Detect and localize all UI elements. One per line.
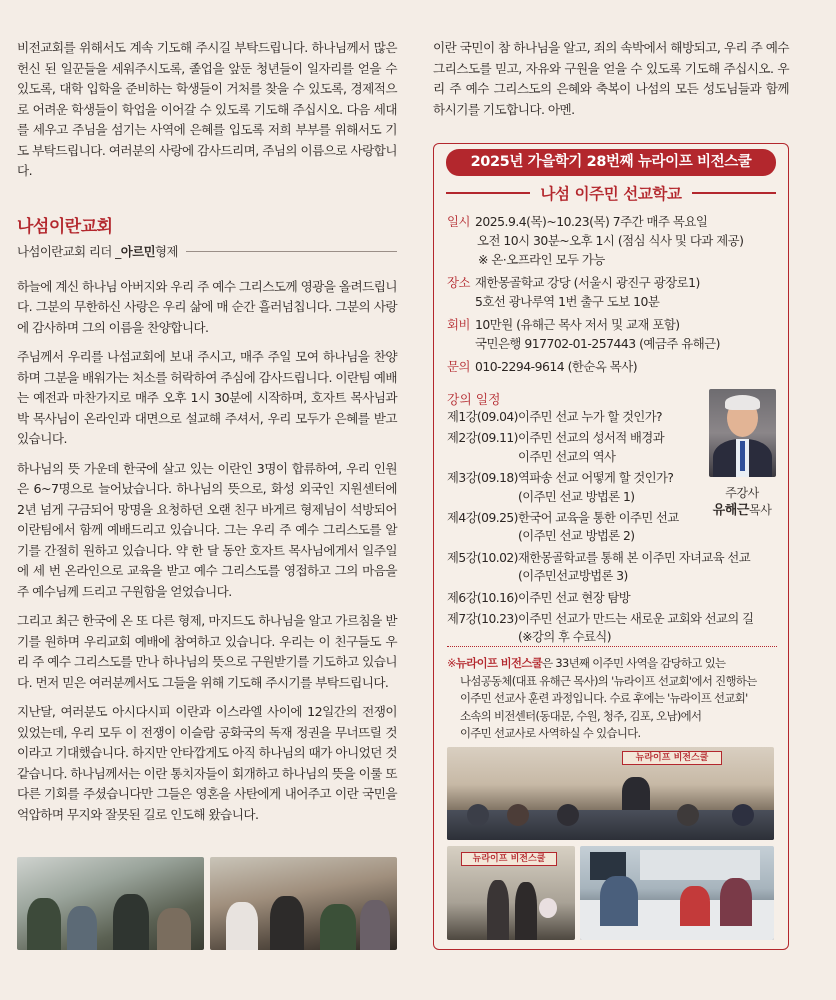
lecture-text: (※강의 후 수료식) — [518, 630, 611, 645]
info-label: 회비 — [447, 317, 470, 332]
photo-banner-1: 뉴라이프 비전스쿨 — [622, 751, 722, 765]
leader-name: 아르민 — [120, 243, 156, 259]
right-column — [433, 38, 789, 120]
leader-suffix: 형제 — [155, 243, 178, 259]
subtitle-line-left — [446, 192, 530, 194]
lecturer-portrait — [709, 389, 776, 477]
school-photo-3 — [580, 846, 774, 940]
lecture-text: (이주민선교방법론 3) — [518, 569, 628, 584]
lecture-text: 이주민 선교 현장 탐방 — [518, 590, 631, 605]
lecture-text: (이주민 선교 방법론 2) — [518, 529, 635, 544]
note-divider — [447, 646, 777, 647]
note-line: 이주민 선교사 훈련 과정입니다. 수료 후에는 '뉴라이프 선교회' — [460, 691, 748, 705]
note-mark: ※ — [447, 656, 456, 670]
lecture-text: 역파송 선교 어떻게 할 것인가? — [518, 471, 674, 486]
church-photo-1 — [17, 857, 204, 950]
note-line: 나섬공동체(대표 유해근 목사)의 '뉴라이프 선교회'에서 진행하는 — [460, 673, 757, 688]
lecture-number: 제2강(09.11) — [447, 431, 518, 446]
left-column — [17, 38, 397, 834]
lecturer-role: 주강사 — [725, 486, 759, 500]
lecture-text: 이주민 선교 누가 할 것인가? — [518, 410, 663, 424]
lecturer-name: 유해근 — [712, 503, 750, 518]
lecture-item — [447, 589, 787, 607]
lecture-text: 재한몽골학교를 통해 본 이주민 자녀교육 선교 — [518, 550, 751, 565]
leader-byline — [17, 243, 397, 261]
info-line: ※ 온·오프라인 모두 가능 — [478, 252, 605, 267]
school-subtitle: 나섬 이주민 선교학교 — [540, 185, 682, 203]
info-label: 장소 — [447, 275, 470, 290]
school-photo-1 — [447, 747, 774, 840]
prayer-closing: 이란 국민이 참 하나님을 알고, 죄의 속박에서 해방되고, 우리 주 예수 그리스도를 믿고, 자유와 구원을 얻을 수 있도록 기도해 주십시오. 우리 주 예수 그리스도의 은혜와 축복이 나섬의 모든 성도님들과 함께하시기를 기도합니다. 아멘. — [433, 40, 789, 117]
lecture-item — [447, 610, 787, 647]
school-info — [447, 212, 782, 380]
subtitle-line-right — [692, 192, 776, 194]
lecture-text: 한국어 교육을 통한 이주민 선교 — [518, 511, 679, 526]
info-label: 일시 — [447, 214, 470, 229]
lectures-title: 강의 일정 — [447, 393, 501, 408]
church-title: 나섬이란교회 — [17, 216, 113, 237]
note-line: 이주민 선교사로 사역하실 수 있습니다. — [460, 726, 641, 740]
church-photo-2 — [210, 857, 397, 950]
body-paragraph-4: 그리고 최근 한국에 온 또 다른 형제, 마지드도 하나님을 알고 가르침을 받기를 원하며 우리교회 예배에 참여하고 있습니다. 우리는 이 친구들도 우리 주 예수 그리스도를 만나 하나님의 뜻으로 구원받기를 기도하고 있습니다. 먼저 믿은 여러분께서도 그들을 위해 기도해 주시기를 부탁드립니다. — [17, 613, 397, 690]
lecturer-caption — [696, 485, 788, 519]
body-paragraph-2: 주님께서 우리를 나섬교회에 보내 주시고, 매주 주일 모여 하나님을 찬양하며 그분을 배워가는 처소를 허락하여 주심에 감사드립니다. 이란팀 예배는 예전과 마찬가지로 매주 오후 1시 30분에 시작하며, 호자트 목사님과 박 목사님이 온라인과 대면으로 설교해 주셔서, 우리 모두가 은혜를 받고 있습니다. — [17, 349, 397, 446]
byline-divider — [186, 251, 397, 252]
info-contact — [447, 357, 782, 376]
note-text: 은 33년째 이주민 사역을 감당하고 있는 — [542, 656, 726, 670]
school-note — [447, 655, 782, 743]
vision-school-box — [433, 143, 789, 950]
lecture-number: 제1강(09.04) — [447, 410, 518, 424]
subtitle-row — [446, 182, 776, 204]
info-line: 5호선 광나루역 1번 출구 도보 10분 — [475, 294, 660, 309]
info-place — [447, 273, 782, 311]
info-line: 10만원 (유해근 목사 저서 및 교재 포함) — [475, 317, 680, 332]
church-photos — [17, 857, 397, 950]
lecture-number: 제6강(10.16) — [447, 590, 518, 605]
lecture-number: 제5강(10.02) — [447, 550, 518, 565]
info-line: 2025.9.4(목)~10.23(목) 7주간 매주 목요일 — [475, 214, 708, 229]
info-line: 재한몽골학교 강당 (서울시 광진구 광장로1) — [475, 275, 700, 290]
note-highlight: 뉴라이프 비전스쿨 — [455, 656, 543, 670]
lecture-text: 이주민 선교의 역사 — [518, 449, 616, 464]
info-line: 010-2294-9614 (한순옥 목사) — [475, 359, 638, 374]
school-photo-2 — [447, 846, 575, 940]
note-line: 소속의 비전센터(동대문, 수원, 청주, 김포, 오남)에서 — [460, 708, 702, 723]
info-line: 오전 10시 30분~오후 1시 (점심 식사 및 다과 제공) — [477, 233, 744, 248]
lecture-text: (이주민 선교 방법론 1) — [518, 489, 635, 504]
lecture-text: 이주민 선교가 만드는 새로운 교회와 선교의 길 — [518, 612, 754, 627]
school-banner: 2025년 가을학기 28번째 뉴라이프 비전스쿨 — [446, 149, 776, 176]
lecture-text: 이주민 선교의 성서적 배경과 — [518, 431, 665, 446]
info-fee — [447, 315, 782, 353]
leader-prefix: 나섬이란교회 리더 _ — [17, 243, 121, 259]
body-paragraph-3: 하나님의 뜻 가운데 한국에 살고 있는 이란인 3명이 합류하여, 우리 인원은 6~7명으로 늘어났습니다. 하나님의 뜻으로, 화성 외국인 지원센터에 2년 넘게 구금되어 망명을 요청하던 오랜 친구 바게르 형제님이 석방되어 이란팀에서 함께 예배드리고 있습니다. 그는 우리 주 예수 그리스도를 알기를 간절히 원하고 있습니다. 약 한 달 동안 호자트 목사님에게서 일주일에 세 번 온라인으로 교육을 받고 예수 그리스도를 영접하고 그의 마음을 주 예수님께 드리고 구원함을 얻었습니다. — [17, 460, 397, 599]
info-label: 문의 — [447, 359, 470, 374]
lecturer-title: 목사 — [749, 503, 772, 517]
body-paragraph-5: 지난달, 여러분도 아시다시피 이란과 이스라엘 사이에 12일간의 전쟁이 있었는데, 우리 모두 이 전쟁이 이슬람 공화국의 독재 정권을 무너뜨릴 것이라고 기대했습니다. 하지만 안타깝게도 아직 하나님의 때가 아니었던 것 같습니다. 하나님께서는 이란 통치자들이 회개하고 하나님의 뜻을 이룰 또 다른 기회를 주셨습니다만 그들은 영혼을 사탄에게 내어주고 이란 국민을 억압하며 무지와 잘못된 길로 인도해 왔습니다. — [17, 704, 397, 822]
intro-paragraph: 비전교회를 위해서도 계속 기도해 주시길 부탁드립니다. 하나님께서 많은 헌신 된 일꾼들을 세워주시도록, 졸업을 앞둔 청년들이 일자리를 얻을 수 있도록, 대학 입학을 준비하는 학생들이 거처를 찾을 수 있도록, 경제적으로 어려운 학생들이 학업을 이어갈 수 있도록 기도해 주십시오. 다음 세대를 세우고 주님을 섬기는 사역에 은혜를 입도록 저희 부부를 위해서도 기도 부탁드립니다. 여러분의 사랑에 감사드리며, 주님의 이름으로 사랑합니다. — [17, 40, 397, 178]
photo-banner-2: 뉴라이프 비전스쿨 — [461, 852, 557, 866]
lecture-number: 제4강(09.25) — [447, 511, 518, 526]
lecture-number: 제7강(10.23) — [447, 612, 518, 627]
body-paragraph-1: 하늘에 계신 하나님 아버지와 우리 주 예수 그리스도께 영광을 올려드립니다. 그분의 무한하신 사랑은 우리 삶에 매 순간 흘러넘칩니다. 그분의 사랑에 감사하며 그의 이름을 찬양합니다. — [17, 278, 397, 335]
info-date — [447, 212, 782, 269]
info-line: 국민은행 917702-01-257443 (예금주 유해근) — [475, 336, 720, 351]
lecture-item — [447, 549, 787, 586]
lecture-number: 제3강(09.18) — [447, 471, 518, 486]
